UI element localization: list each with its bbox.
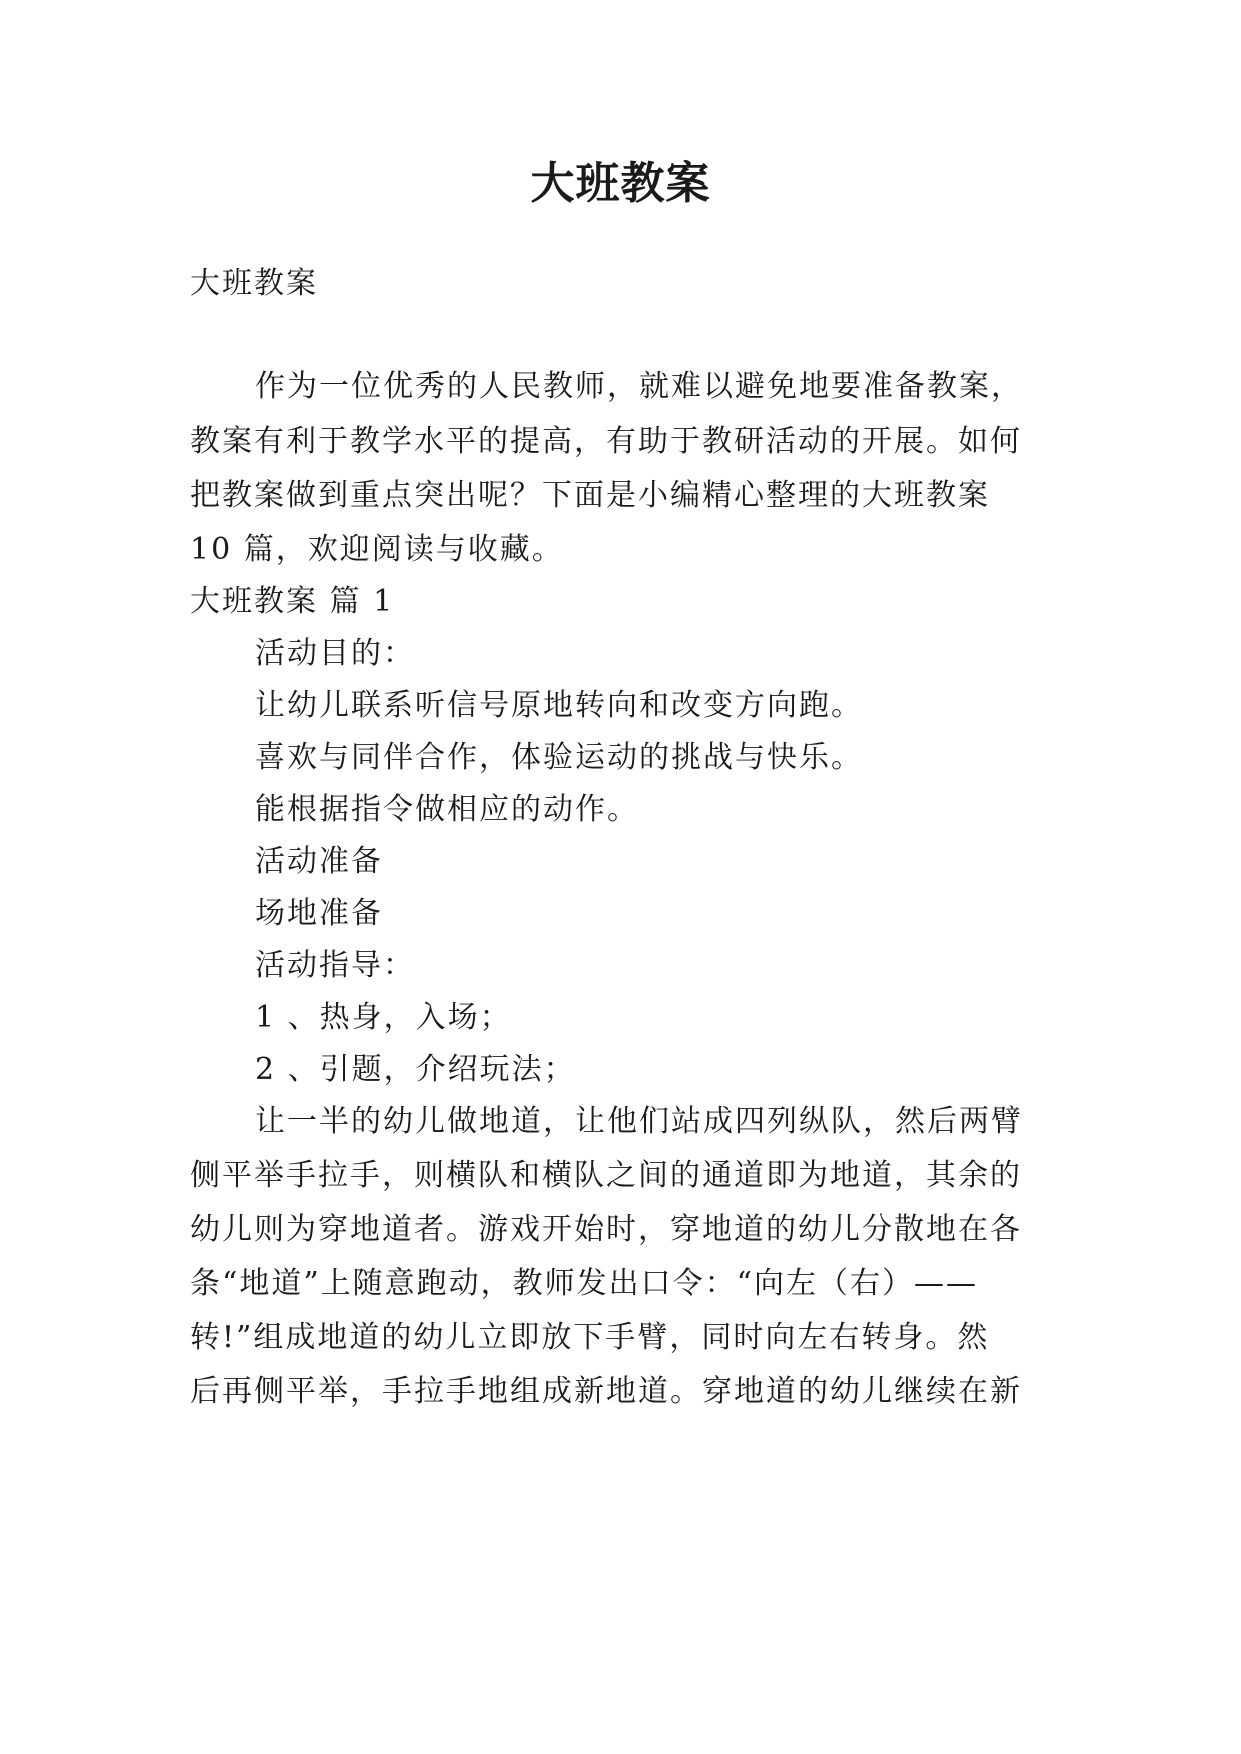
body-line: 侧平举手拉手，则横队和横队之间的通道即为地道，其余的 — [190, 1158, 1022, 1193]
intro-line: 把教案做到重点突出呢？下面是小编精心整理的大班教案 — [190, 478, 990, 513]
list-item: 活动指导： — [255, 948, 415, 983]
body-line: 条“地道”上随意跑动，教师发出口令：“向左（右）—— — [190, 1266, 979, 1301]
section-heading: 大班教案 篇 1 — [190, 584, 395, 619]
intro-line: 10 篇，欢迎阅读与收藏。 — [190, 532, 564, 567]
document-title: 大班教案 — [530, 158, 711, 209]
list-item: 喜欢与同伴合作，体验运动的挑战与快乐。 — [255, 740, 863, 775]
list-item: 1 、热身，入场； — [255, 1000, 512, 1035]
body-line: 幼儿则为穿地道者。游戏开始时，穿地道的幼儿分散地在各 — [190, 1212, 1022, 1247]
list-item: 活动目的： — [255, 636, 415, 671]
body-line: 让一半的幼儿做地道，让他们站成四列纵队，然后两臂 — [255, 1104, 1023, 1139]
document-subtitle: 大班教案 — [190, 266, 318, 301]
body-line: 转!”组成地道的幼儿立即放下手臂，同时向左右转身。然 — [190, 1320, 990, 1355]
list-item: 活动准备 — [255, 844, 383, 879]
list-item: 2 、引题，介绍玩法； — [255, 1052, 576, 1087]
body-line: 后再侧平举，手拉手地组成新地道。穿地道的幼儿继续在新 — [190, 1374, 1022, 1409]
list-item: 场地准备 — [255, 896, 383, 931]
list-item: 能根据指令做相应的动作。 — [255, 792, 639, 827]
intro-line: 作为一位优秀的人民教师，就难以避免地要准备教案， — [255, 369, 1023, 404]
intro-line: 教案有利于教学水平的提高，有助于教研活动的开展。如何 — [190, 424, 1022, 459]
list-item: 让幼儿联系听信号原地转向和改变方向跑。 — [255, 688, 863, 723]
